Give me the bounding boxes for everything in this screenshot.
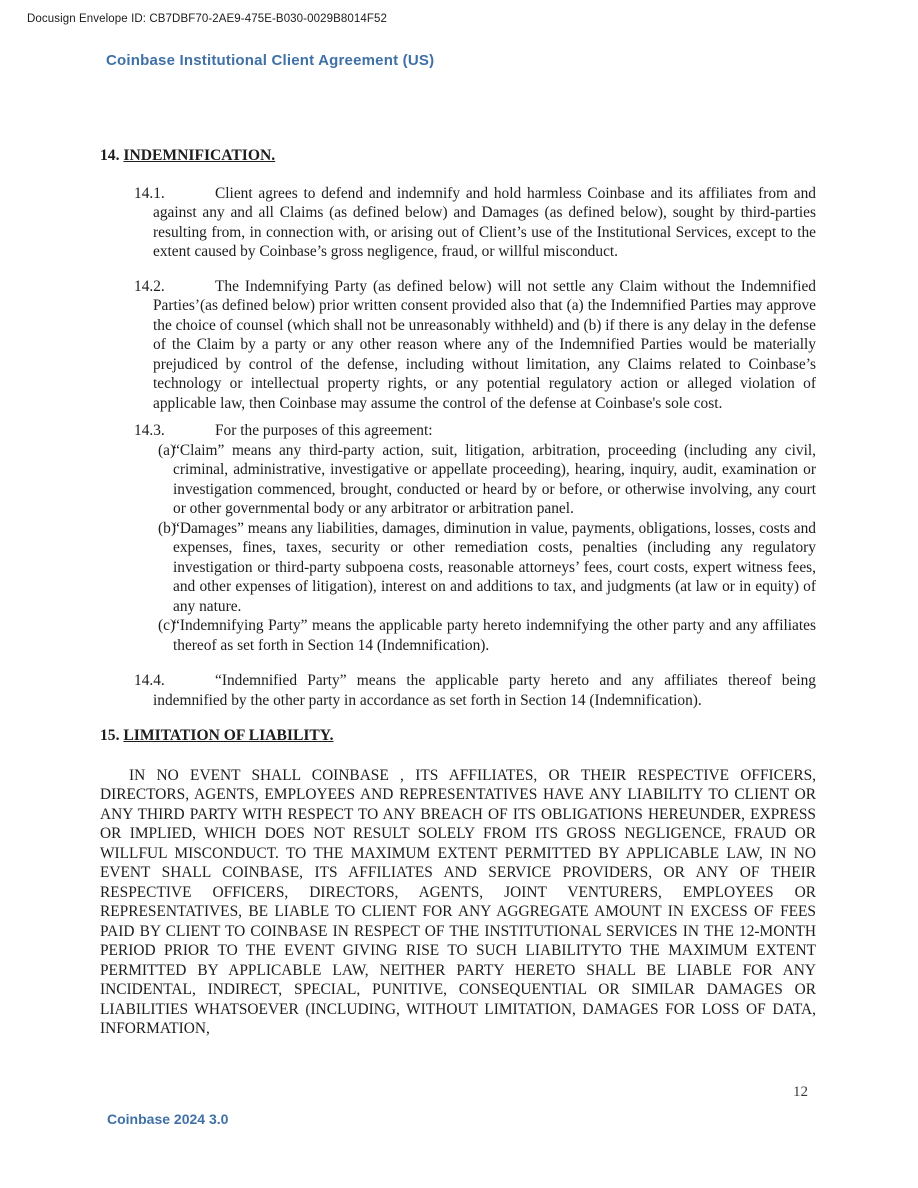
definition-text: “Damages” means any liabilities, damages, diminution in value, payments, obligations, losses, costs and expenses, fines, taxes, security or other remediation costs, penalties (including any regulatory investigation or third-party subpoena costs, reasonable attorneys’ fees, court costs, expert witness fees, and other expenses of litigation), interest on and additions to tax, and judgments (at law or in equity) of any nature. xyxy=(173,519,816,615)
definition-item-claim xyxy=(158,441,816,519)
definition-item-indemnifying-party xyxy=(158,616,816,655)
clause-14-1 xyxy=(134,184,816,262)
footer-document-version: Coinbase 2024 3.0 xyxy=(107,1111,229,1127)
definitions-list xyxy=(100,441,816,656)
definition-text: “Indemnifying Party” means the applicable party hereto indemnifying the other party and any affiliates thereof as set forth in Section 14 (Indemnification). xyxy=(173,617,816,654)
clause-number: 14.4. xyxy=(134,672,165,689)
docusign-envelope-id: Docusign Envelope ID: CB7DBF70-2AE9-475E-B030-0029B8014F52 xyxy=(27,13,387,25)
section-title: INDEMNIFICATION. xyxy=(123,147,276,164)
page-number: 12 xyxy=(793,1084,808,1100)
list-marker: (a) xyxy=(158,441,176,459)
section-number: 15. xyxy=(100,727,120,744)
section-heading-indemnification xyxy=(100,146,816,166)
list-marker: (c) xyxy=(158,617,176,634)
clause-14-4 xyxy=(134,671,816,710)
clause-number: 14.3. xyxy=(134,422,165,439)
definition-item-damages xyxy=(158,519,816,617)
list-marker: (b) xyxy=(158,519,176,537)
clause-number: 14.1. xyxy=(134,184,165,202)
section-heading-limitation-of-liability xyxy=(100,726,816,746)
clause-14-3 xyxy=(134,421,816,441)
clause-text: For the purposes of this agreement: xyxy=(215,422,433,439)
clause-text: The Indemnifying Party (as defined below) will not settle any Claim without the Indemnified Parties’(as defined below) prior written consent provided also that (a) the Indemnified Parties may approve the choice of counsel (which shall not be unreasonably withheld) and (b) if there is any delay in the defense of the Claim by a party or any other reason where any of the Indemnified Parties would be materially prejudiced by control of the defense, including without limitation, any Claims related to Coinbase’s technology or intellectual property rights, or any potential regulatory action or alleged violation of applicable law, then Coinbase may assume the control of the defense at Coinbase's sole cost. xyxy=(153,277,816,412)
document-body xyxy=(100,146,816,1039)
limitation-of-liability-text: IN NO EVENT SHALL COINBASE , ITS AFFILIATES, OR THEIR RESPECTIVE OFFICERS, DIRECTORS, AGENTS, EMPLOYEES AND REPRESENTATIVES HAVE ANY LIABILITY TO CLIENT OR ANY THIRD PARTY WITH RESPECT TO ANY BREACH OF ITS OBLIGATIONS HEREUNDER, EXPRESS OR IMPLIED, WHICH DOES NOT RESULT SOLELY FROM ITS GROSS NEGLIGENCE, FRAUD OR WILLFUL MISCONDUCT. TO THE MAXIMUM EXTENT PERMITTED BY APPLICABLE LAW, IN NO EVENT SHALL COINBASE, ITS AFFILIATES AND SERVICE PROVIDERS, OR ANY OF THEIR RESPECTIVE OFFICERS, DIRECTORS, AGENTS, JOINT VENTURERS, EMPLOYEES OR REPRESENTATIVES, BE LIABLE TO CLIENT FOR ANY AGGREGATE AMOUNT IN EXCESS OF FEES PAID BY CLIENT TO COINBASE IN RESPECT OF THE INSTITUTIONAL SERVICES IN THE 12-MONTH PERIOD PRIOR TO THE EVENT GIVING RISE TO SUCH LIABILITYTO THE MAXIMUM EXTENT PERMITTED BY APPLICABLE LAW, NEITHER PARTY HERETO SHALL BE LIABLE FOR ANY INCIDENTAL, INDIRECT, SPECIAL, PUNITIVE, CONSEQUENTIAL OR SIMILAR DAMAGES OR LIABILITIES WHATSOEVER (INCLUDING, WITHOUT LIMITATION, DAMAGES FOR LOSS OF DATA, INFORMATION, xyxy=(100,766,816,1037)
clause-text: “Indemnified Party” means the applicable party hereto and any affiliates thereof being indemnified by the other party in accordance as set forth in Section 14 (Indemnification). xyxy=(153,672,816,709)
definition-text: “Claim” means any third-party action, suit, litigation, arbitration, proceeding (including any civil, criminal, administrative, investigative or appellate proceeding), hearing, inquiry, audit, examination or investigation commenced, brought, conducted or heard by or before, or otherwise involving, any court or other governmental body or any arbitrator or arbitration panel. xyxy=(173,441,816,517)
document-title: Coinbase Institutional Client Agreement (US) xyxy=(106,52,435,69)
section-title: LIMITATION OF LIABILITY. xyxy=(123,727,334,744)
section-number: 14. xyxy=(100,147,120,164)
clause-14-2 xyxy=(134,277,816,414)
clause-number: 14.2. xyxy=(134,277,165,295)
clause-text: Client agrees to defend and indemnify and hold harmless Coinbase and its affiliates from and against any and all Claims (as defined below) and Damages (as defined below), sought by third-parties resulting from, in connection with, or arising out of Client’s use of the Institutional Services, except to the extent caused by Coinbase’s gross negligence, fraud, or willful misconduct. xyxy=(153,184,816,260)
